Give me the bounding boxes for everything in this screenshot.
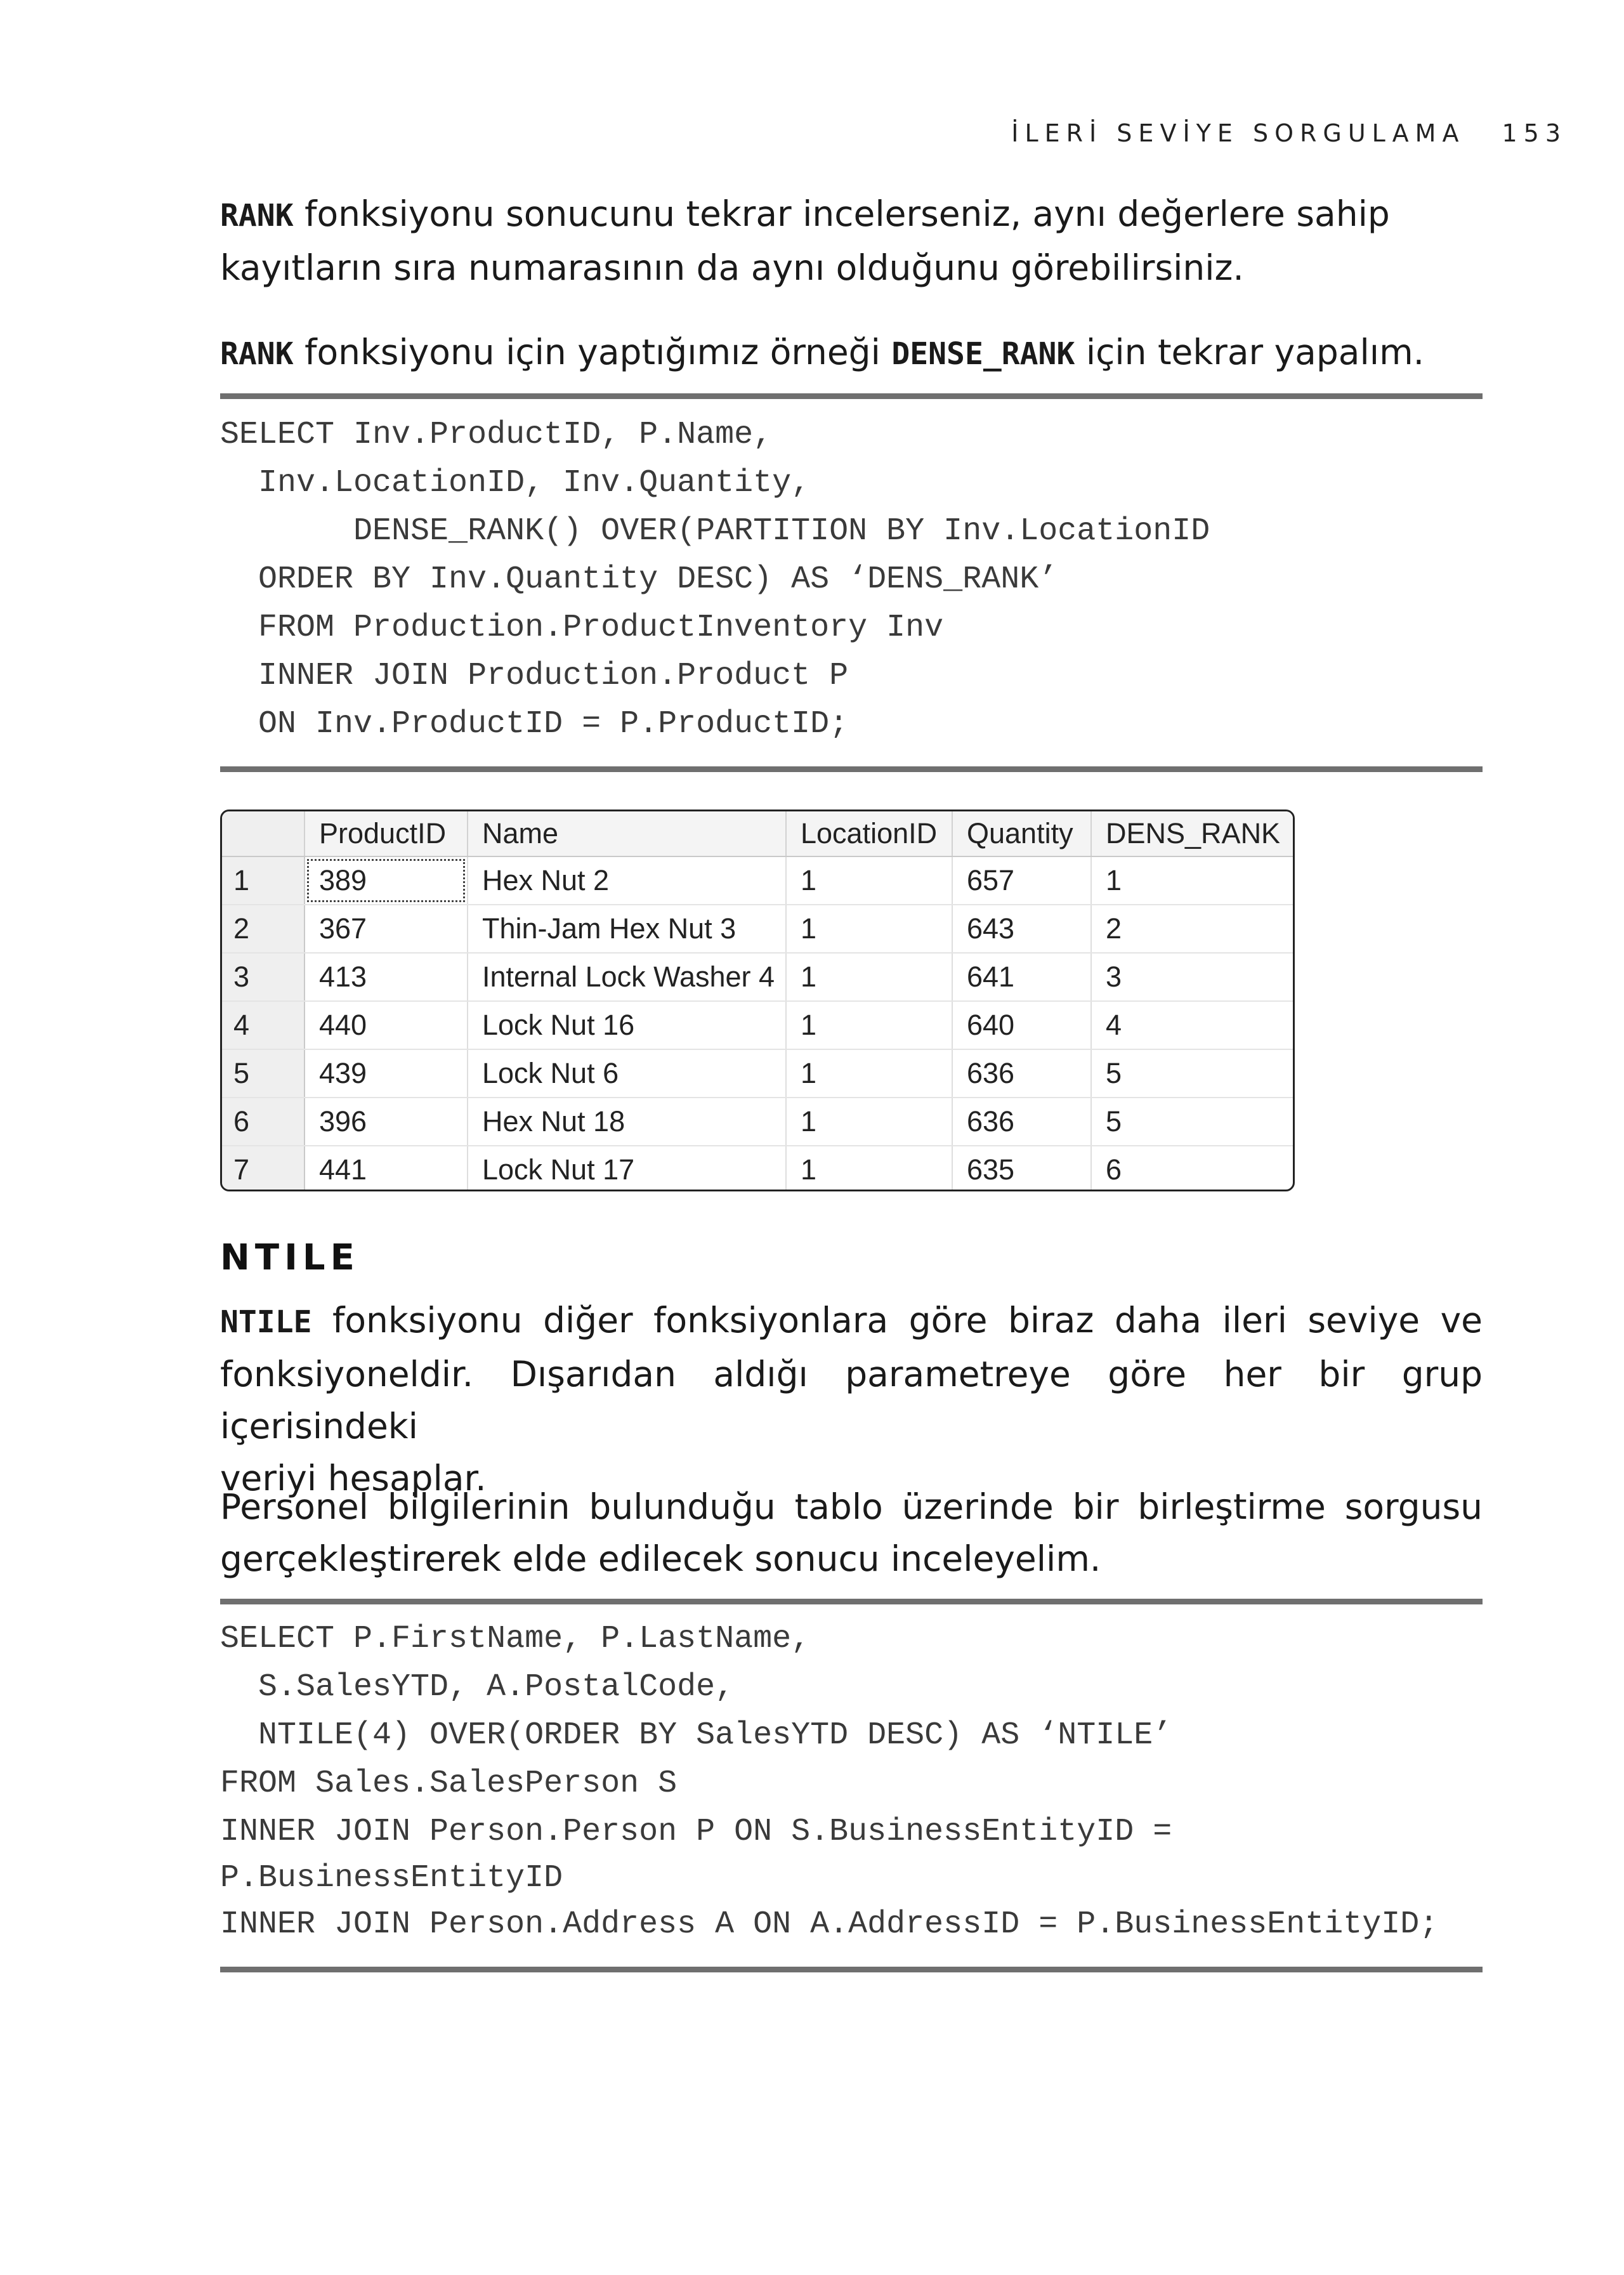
- code-line: ORDER BY Inv.Quantity DESC) AS ‘DENS_RANK’: [220, 561, 1058, 598]
- row-number[interactable]: 5: [222, 1049, 304, 1098]
- running-header: [875, 119, 1567, 155]
- table-row: [222, 856, 1293, 905]
- code-line: NTILE(4) OVER(ORDER BY SalesYTD DESC) AS ‘NTILE’: [220, 1717, 1172, 1754]
- table-cell[interactable]: 2: [1091, 905, 1293, 953]
- code-line: FROM Sales.SalesPerson S: [220, 1766, 678, 1802]
- paragraph-line: fonksiyoneldir. Dışarıdan aldığı parametreye göre her bir grup içerisindeki: [220, 1354, 1483, 1446]
- code-line: ON Inv.ProductID = P.ProductID;: [220, 706, 849, 742]
- inline-code: DENSE_RANK: [891, 336, 1075, 372]
- table-cell[interactable]: Thin-Jam Hex Nut 3: [468, 905, 786, 953]
- table-row: [222, 1098, 1293, 1146]
- paragraph-text: fonksiyonu için yaptığımız örneği: [293, 332, 892, 372]
- table-cell[interactable]: 636: [952, 1049, 1091, 1098]
- code-line: INNER JOIN Person.Person P ON S.BusinessEntityID =: [220, 1814, 1172, 1850]
- table-cell[interactable]: 657: [952, 856, 1091, 905]
- code-line: Inv.LocationID, Inv.Quantity,: [220, 465, 811, 501]
- code-line: DENSE_RANK() OVER(PARTITION BY Inv.LocationID: [220, 513, 1210, 549]
- section-heading-ntile: NTILE: [220, 1237, 360, 1278]
- table-cell[interactable]: 1: [786, 856, 952, 905]
- table-cell[interactable]: 396: [304, 1098, 468, 1146]
- column-header[interactable]: Name: [468, 811, 786, 856]
- table-cell[interactable]: 367: [304, 905, 468, 953]
- page-number: 153: [1502, 119, 1567, 147]
- code-block-bottom-rule: [220, 766, 1483, 772]
- table-cell[interactable]: 4: [1091, 1001, 1293, 1049]
- code-line: FROM Production.ProductInventory Inv: [220, 610, 944, 646]
- table-cell[interactable]: 3: [1091, 953, 1293, 1001]
- code-block-top-rule: [220, 393, 1483, 399]
- row-number[interactable]: 1: [222, 856, 304, 905]
- paragraph-ntile-intro: [220, 1294, 1483, 1504]
- table-cell[interactable]: 5: [1091, 1098, 1293, 1146]
- code-block-bottom-rule: [220, 1967, 1483, 1972]
- code-block-ntile: [220, 1615, 1483, 1949]
- inline-code: NTILE: [220, 1304, 312, 1340]
- table-cell[interactable]: 1: [786, 1146, 952, 1191]
- query-result-grid: [220, 810, 1295, 1191]
- table-cell[interactable]: 440: [304, 1001, 468, 1049]
- paragraph-line: gerçekleştirerek elde edilecek sonucu inceleyelim.: [220, 1538, 1101, 1579]
- table-cell[interactable]: 5: [1091, 1049, 1293, 1098]
- table-row: [222, 1146, 1293, 1191]
- column-header[interactable]: ProductID: [304, 811, 468, 856]
- row-number[interactable]: 2: [222, 905, 304, 953]
- table-row: [222, 905, 1293, 953]
- code-line: P.BusinessEntityID: [220, 1860, 563, 1896]
- paragraph-join-intro: [220, 1481, 1483, 1585]
- paragraph-line: [220, 1294, 1483, 1348]
- table-row: [222, 1049, 1293, 1098]
- table-row: [222, 1001, 1293, 1049]
- chapter-title: İLERİ SEVİYE SORGULAMA: [1011, 119, 1465, 147]
- inline-code: RANK: [220, 336, 294, 372]
- code-line: INNER JOIN Production.Product P: [220, 658, 849, 694]
- table-cell[interactable]: 1: [1091, 856, 1293, 905]
- paragraph-line: Personel bilgilerinin bulunduğu tablo üzerinde bir birleştirme sorgusu: [220, 1486, 1483, 1527]
- table-cell[interactable]: 640: [952, 1001, 1091, 1049]
- table-cell[interactable]: Hex Nut 18: [468, 1098, 786, 1146]
- code-line: SELECT P.FirstName, P.LastName,: [220, 1621, 811, 1657]
- column-header[interactable]: Quantity: [952, 811, 1091, 856]
- table-cell[interactable]: Lock Nut 17: [468, 1146, 786, 1191]
- code-line: INNER JOIN Person.Address A ON A.AddressID = P.BusinessEntityID;: [220, 1906, 1439, 1943]
- paragraph-text: fonksiyonu sonucunu tekrar incelerseniz, aynı değerlere sahip kayıtların sıra numarasının da aynı olduğunu görebilirsiniz.: [220, 193, 1390, 288]
- row-number[interactable]: 4: [222, 1001, 304, 1049]
- table-cell[interactable]: 641: [952, 953, 1091, 1001]
- paragraph-dense-rank-intro: [220, 326, 1483, 380]
- row-number[interactable]: 3: [222, 953, 304, 1001]
- code-block-dense-rank: [220, 411, 1483, 749]
- table-cell[interactable]: 1: [786, 1098, 952, 1146]
- table-cell[interactable]: 1: [786, 1049, 952, 1098]
- table-cell[interactable]: 635: [952, 1146, 1091, 1191]
- table-cell[interactable]: Lock Nut 16: [468, 1001, 786, 1049]
- column-header[interactable]: LocationID: [786, 811, 952, 856]
- paragraph-text: için tekrar yapalım.: [1075, 332, 1425, 372]
- table-cell[interactable]: 6: [1106, 1153, 1122, 1186]
- code-line: SELECT Inv.ProductID, P.Name,: [220, 417, 773, 453]
- table-cell[interactable]: Internal Lock Washer 4: [468, 953, 786, 1001]
- table-cell[interactable]: 389: [304, 856, 468, 905]
- inline-code: RANK: [220, 198, 294, 233]
- table-cell[interactable]: 413: [304, 953, 468, 1001]
- result-table: [222, 811, 1293, 1191]
- table-cell[interactable]: 439: [304, 1049, 468, 1098]
- paragraph-rank-intro: [220, 188, 1483, 294]
- table-cell[interactable]: 441: [304, 1146, 468, 1191]
- table-cell[interactable]: 1: [786, 905, 952, 953]
- row-number-header[interactable]: [222, 811, 304, 856]
- column-header[interactable]: DENS_RANK: [1091, 811, 1293, 856]
- code-block-top-rule: [220, 1599, 1483, 1604]
- table-cell[interactable]: Hex Nut 2: [468, 856, 786, 905]
- row-number[interactable]: 7: [222, 1146, 304, 1191]
- header-row: [222, 811, 1293, 856]
- paragraph-line: veriyi hesaplar.: [220, 1458, 487, 1498]
- table-cell[interactable]: 636: [952, 1098, 1091, 1146]
- table-cell[interactable]: 643: [952, 905, 1091, 953]
- code-line: S.SalesYTD, A.PostalCode,: [220, 1669, 735, 1705]
- row-number[interactable]: 6: [222, 1098, 304, 1146]
- table-cell[interactable]: 1: [786, 1001, 952, 1049]
- table-cell[interactable]: Lock Nut 6: [468, 1049, 786, 1098]
- table-cell[interactable]: 1: [786, 953, 952, 1001]
- table-row: [222, 953, 1293, 1001]
- paragraph-text: fonksiyonu diğer fonksiyonlara göre biraz daha ileri seviye ve: [311, 1300, 1483, 1341]
